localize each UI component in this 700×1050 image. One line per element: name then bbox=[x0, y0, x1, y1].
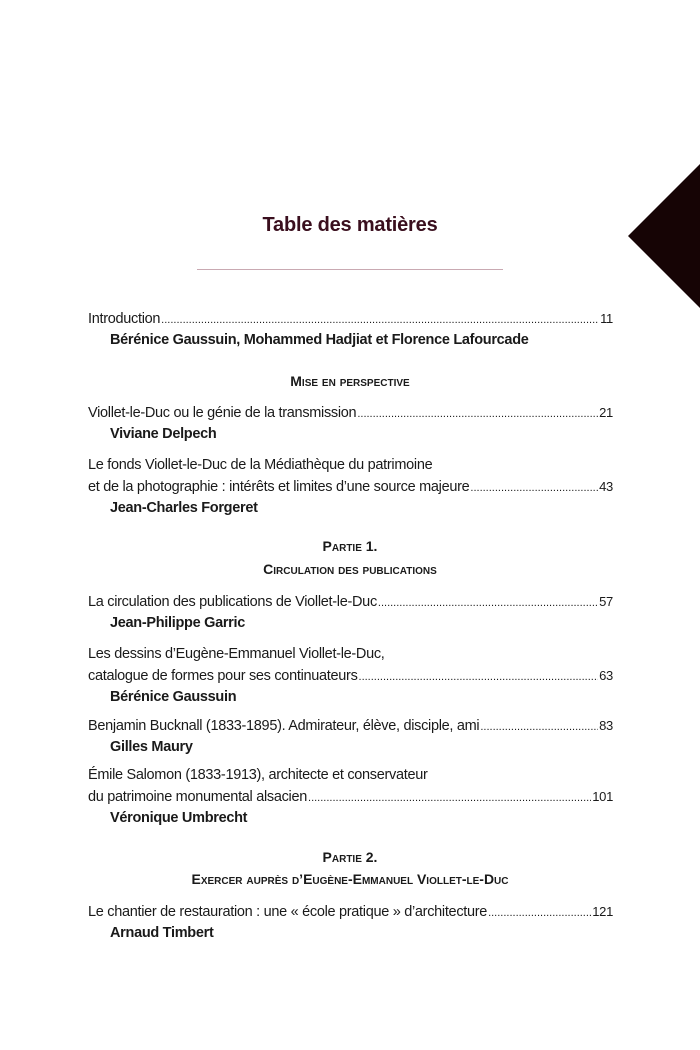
entry-author: Gilles Maury bbox=[110, 739, 193, 755]
dot-leader bbox=[308, 787, 591, 809]
entry-author: Jean-Philippe Garric bbox=[110, 615, 246, 631]
entry-page: 57 bbox=[599, 594, 613, 609]
entry-title-line: Émile Salomon (1833-1913), architecte et conservateur bbox=[88, 767, 428, 783]
toc-entry-introduction[interactable] bbox=[88, 308, 613, 351]
entry-title-line: Les dessins d’Eugène-Emmanuel Viollet-le-Duc, bbox=[88, 646, 385, 662]
toc-entry[interactable] bbox=[88, 901, 613, 944]
dot-leader bbox=[488, 902, 591, 924]
entry-title-line: Le fonds Viollet-le-Duc de la Médiathèque du patrimoine bbox=[88, 457, 433, 473]
part-label: Partie 2. bbox=[322, 849, 378, 865]
toc-entry[interactable] bbox=[88, 454, 613, 519]
entry-title: Introduction bbox=[88, 311, 161, 327]
entry-author: Véronique Umbrecht bbox=[110, 810, 248, 826]
entry-page: 43 bbox=[599, 479, 613, 494]
dot-leader bbox=[470, 477, 598, 499]
entry-title: Benjamin Bucknall (1833-1895). Admirateur, élève, disciple, ami bbox=[88, 718, 480, 734]
entry-page: 11 bbox=[600, 311, 613, 326]
toc-entry[interactable] bbox=[88, 402, 613, 445]
entry-author: Bérénice Gaussuin bbox=[110, 689, 237, 705]
toc-entry[interactable] bbox=[88, 715, 613, 758]
entry-page: 101 bbox=[592, 789, 613, 804]
page-title: Table des matières bbox=[262, 214, 438, 236]
dot-leader bbox=[480, 716, 598, 738]
section-heading: Mise en perspective bbox=[290, 373, 410, 389]
entry-page: 121 bbox=[592, 904, 613, 919]
entry-page: 63 bbox=[599, 668, 613, 683]
entry-title: Viollet-le-Duc ou le génie de la transmission bbox=[88, 405, 357, 421]
toc-entry[interactable] bbox=[88, 643, 613, 708]
entry-title-line: du patrimoine monumental alsacien bbox=[88, 789, 308, 805]
entry-author: Arnaud Timbert bbox=[110, 925, 214, 941]
entry-author: Viviane Delpech bbox=[110, 426, 217, 442]
dot-leader bbox=[161, 309, 599, 331]
part-heading: Circulation des publications bbox=[263, 561, 437, 577]
toc-entry[interactable] bbox=[88, 591, 613, 634]
entry-title: La circulation des publications de Viollet-le-Duc bbox=[88, 594, 377, 610]
entry-title: Le chantier de restauration : une « école pratique » d’architecture bbox=[88, 904, 488, 920]
entry-title-line: catalogue de formes pour ses continuateurs bbox=[88, 668, 358, 684]
entry-page: 83 bbox=[599, 718, 613, 733]
dot-leader bbox=[378, 592, 598, 614]
part-heading: Exercer auprès d’Eugène-Emmanuel Viollet-le-Duc bbox=[191, 871, 509, 887]
entry-author: Bérénice Gaussuin, Mohammed Hadjiat et Florence Lafourcade bbox=[110, 332, 529, 348]
title-divider bbox=[197, 269, 503, 270]
dot-leader bbox=[359, 666, 599, 688]
dot-leader bbox=[357, 403, 598, 425]
entry-page: 21 bbox=[599, 405, 613, 420]
entry-author: Jean-Charles Forgeret bbox=[110, 500, 258, 516]
entry-title-line: et de la photographie : intérêts et limites d’une source majeure bbox=[88, 479, 470, 495]
toc-entry[interactable] bbox=[88, 764, 613, 829]
part-label: Partie 1. bbox=[322, 538, 378, 554]
